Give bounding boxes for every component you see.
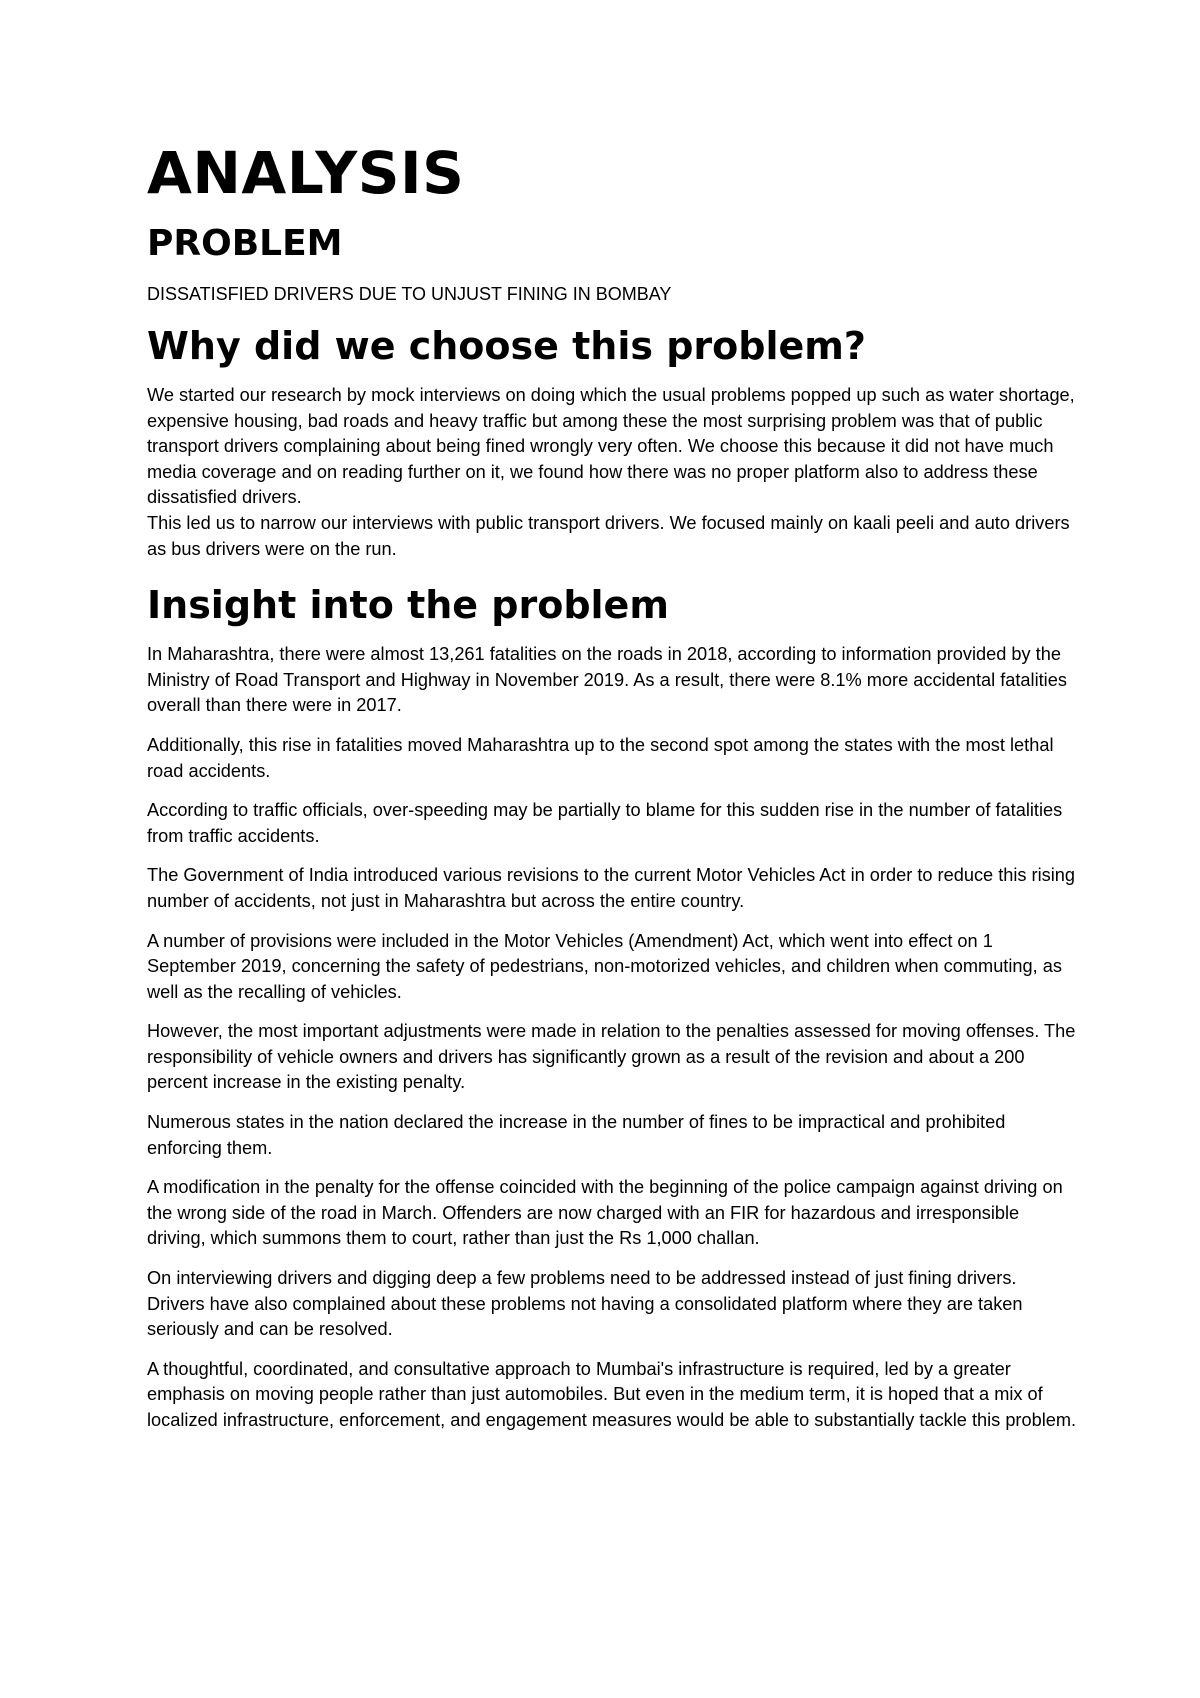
insight-paragraph: A number of provisions were included in the Motor Vehicles (Amendment) Act, which went into effect on 1 September 2019, concerning the safety of pedestrians, non-motorized vehicles, and children when commuting, as well as the recalling of vehicles.	[147, 930, 1062, 1002]
why-paragraph: We started our research by mock interviews on doing which the usual problems popped up such as water shortage, expensive housing, bad roads and heavy traffic but among these the most surprising problem was that of public transport drivers complaining about being fined wrongly very often. We choose this because it did not have much media coverage and on reading further on it, we found how there was no proper platform also to address these dissatisfied drivers.	[147, 385, 1075, 508]
insight-paragraph: However, the most important adjustments were made in relation to the penalties assessed for moving offenses. The responsibility of vehicle owners and drivers has significantly grown as a result of the revision and about a 200 percent increase in the existing penalty.	[147, 1021, 1076, 1093]
document-title: ANALYSIS	[147, 139, 465, 207]
why-heading: Why did we choose this problem?	[147, 324, 866, 368]
insight-paragraph: Additionally, this rise in fatalities moved Maharashtra up to the second spot among the states with the most lethal road accidents.	[147, 734, 1054, 781]
problem-statement: DISSATISFIED DRIVERS DUE TO UNJUST FINING IN BOMBAY	[147, 284, 672, 304]
insight-paragraph: The Government of India introduced various revisions to the current Motor Vehicles Act in order to reduce this rising number of accidents, not just in Maharashtra but across the entire country.	[147, 865, 1076, 911]
insight-paragraph: On interviewing drivers and digging deep a few problems need to be addressed instead of just fining drivers. Drivers have also complained about these problems not having a consolidated platform where they are taken seriously and can be resolved.	[147, 1268, 1023, 1340]
why-paragraph: This led us to narrow our interviews with public transport drivers. We focused mainly on kaali peeli and auto drivers as bus drivers were on the run.	[147, 512, 1070, 559]
problem-heading: PROBLEM	[147, 223, 343, 264]
insight-paragraph: A thoughtful, coordinated, and consultative approach to Mumbai's infrastructure is required, led by a greater emphasis on moving people rather than just automobiles. But even in the medium term, it is hoped that a mix of localized infrastructure, enforcement, and engagement measures would be able to substantially tackle this problem.	[147, 1358, 1077, 1430]
insight-paragraph: According to traffic officials, over-speeding may be partially to blame for this sudden rise in the number of fatalities from traffic accidents.	[147, 800, 1063, 846]
insight-paragraph: A modification in the penalty for the offense coincided with the beginning of the police campaign against driving on the wrong side of the road in March. Offenders are now charged with an FIR for hazardous and irresponsible driving, which summons them to court, rather than just the Rs 1,000 challan.	[147, 1177, 1063, 1249]
insight-heading: Insight into the problem	[147, 583, 669, 628]
document-page	[147, 140, 1077, 1434]
insight-paragraph: In Maharashtra, there were almost 13,261 fatalities on the roads in 2018, according to information provided by the Ministry of Road Transport and Highway in November 2019. As a result, there were 8.1% more accidental fatalities overall than there were in 2017.	[147, 644, 1067, 716]
insight-paragraph: Numerous states in the nation declared the increase in the number of fines to be impractical and prohibited enforcing them.	[147, 1112, 1006, 1158]
